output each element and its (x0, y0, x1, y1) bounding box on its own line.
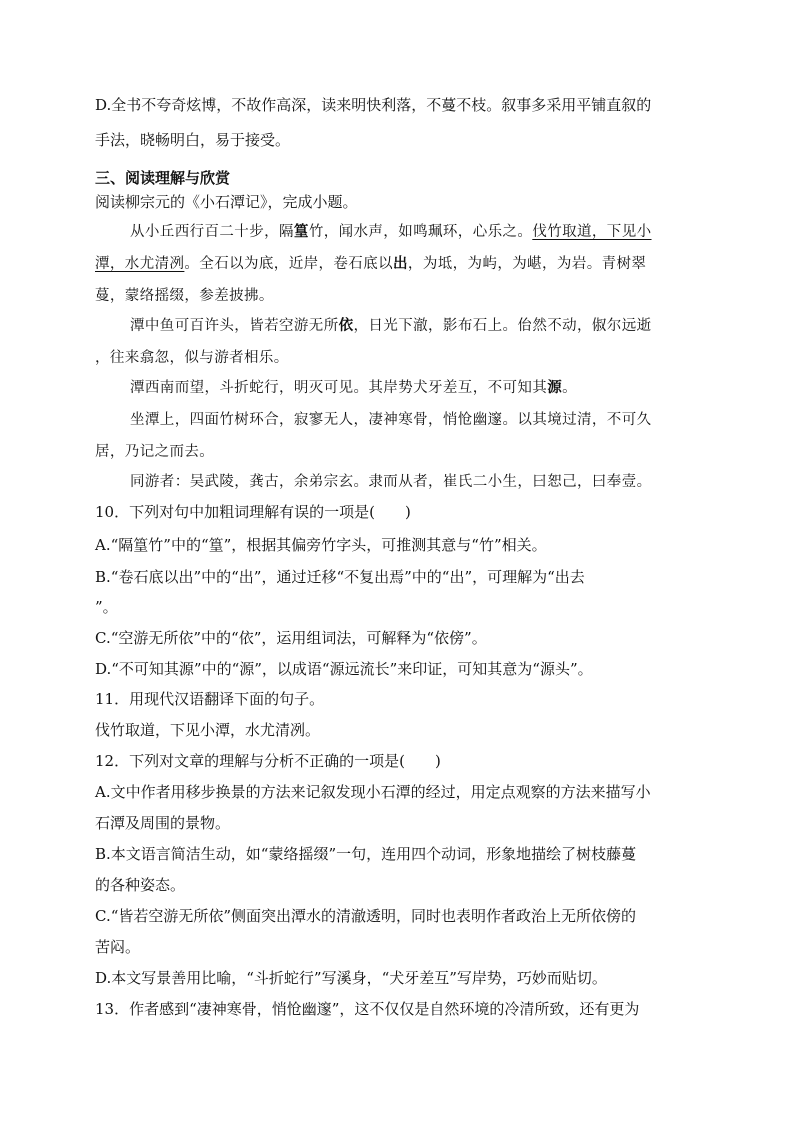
passage-text: 。全石以为底，近岸，卷石底以 (184, 256, 394, 272)
passage-text: ，为坻，为屿，为嵁，为岩。青树翠 (407, 256, 647, 272)
question-11: 11．用现代汉语翻译下面的句子。 (95, 690, 325, 708)
reading-instruction: 阅读柳宗元的《小石潭记》，完成小题。 (95, 193, 358, 211)
option-d-line-2: 手法，晓畅明白，易于接受。 (95, 131, 291, 149)
question-12: 12．下列对文章的理解与分析不正确的一项是( ) (95, 752, 441, 770)
question-10: 10．下列对句中加粗词理解有误的一项是( ) (95, 503, 411, 521)
section-heading: 三、阅读理解与欣赏 (95, 169, 231, 187)
question-12-option-c-line-2: 苦闷。 (95, 938, 141, 956)
bold-word-yi: 依 (338, 318, 354, 334)
question-12-option-c-line-1: C.“皆若空游无所依”侧面突出潭水的清澈透明，同时也表明作者政治上无所依傍的 (95, 907, 637, 925)
question-13: 13．作者感到“凄神寒骨，悄怆幽邃”，这不仅仅是自然环境的冷清所致，还有更为 (95, 1000, 640, 1018)
question-12-option-d: D.本文写景善用比喻，“斗折蛇行”写溪身，“犬牙差互”写岸势，巧妙而贴切。 (95, 969, 607, 987)
passage-p4-line-1: 坐潭上，四面竹树环合，寂寥无人，凄神寒骨，悄怆幽邃。以其境过清，不可久 (130, 412, 652, 428)
passage-text: 竹，闻水声，如鸣珮环，心乐之。 (308, 224, 533, 240)
bold-word-chu: 出 (393, 256, 408, 272)
option-d-line-1: D.全书不夸奇炫博，不故作高深，读来明快利落，不蔓不枝。叙事多采用平铺直叙的 (95, 96, 652, 114)
question-10-option-b-line-1: B.“卷石底以出”中的“出”，通过迁移“不复出焉”中的“出”，可理解为“出去 (95, 568, 585, 586)
passage-p2-line-1 (130, 316, 705, 336)
question-10-option-b-line-2: ”。 (95, 598, 118, 616)
question-12-option-a-line-1: A.文中作者用移步换景的方法来记叙发现小石潭的经过，用定点观察的方法来描写小 (95, 783, 651, 801)
passage-p1-line-2 (95, 254, 705, 274)
passage-p5-line-1: 同游者：吴武陵，龚古，余弟宗玄。隶而从者，崔氏二小生，曰恕己，曰奉壹。 (130, 474, 652, 490)
underlined-sentence: 潭，水尤清冽 (95, 256, 185, 272)
passage-text: 从小丘西行百二十步，隔 (130, 224, 294, 240)
passage-text: 潭西南而望，斗折蛇行，明灭可见。其岸势犬牙差互，不可知其 (130, 380, 548, 396)
passage-p2-line-2: ，往来翕忽，似与游者相乐。 (95, 350, 289, 366)
question-12-option-b-line-2: 的各种姿态。 (95, 876, 186, 894)
question-12-option-a-line-2: 石潭及周围的景物。 (95, 814, 231, 832)
question-12-option-b-line-1: B.本文语言简洁生动，如“蒙络摇缀”一句，连用四个动词，形象地描绘了树枝藤蔓 (95, 845, 637, 863)
question-11-sentence: 伐竹取道，下见小潭，水尤清冽。 (95, 721, 321, 739)
passage-p1-line-1 (130, 222, 705, 242)
bold-word-yuan: 源 (547, 380, 563, 396)
passage-p3-line-1 (130, 378, 705, 398)
passage-text: 潭中鱼可百许头，皆若空游无所 (130, 318, 339, 334)
question-10-option-c: C.“空游无所依”中的“依”，运用组词法，可解释为“依傍”。 (95, 629, 487, 647)
passage-p4-line-2: 居，乃记之而去。 (95, 444, 215, 460)
question-10-option-d: D.“不可知其源”中的“源”，以成语“源远流长”来印证，可知其意为“源头”。 (95, 660, 593, 678)
question-10-option-a: A.“隔篁竹”中的“篁”，根据其偏旁竹字头，可推测其意与“竹”相关。 (95, 536, 547, 554)
underlined-sentence: 伐竹取道，下见小 (532, 224, 652, 240)
passage-p1-line-3: 蔓，蒙络摇缀，参差披拂。 (95, 288, 274, 304)
bold-word-huang: 篁 (293, 224, 309, 240)
passage-text: 。 (562, 380, 578, 396)
passage-text: ，日光下澈，影布石上。佁然不动，俶尔远逝 (353, 318, 652, 334)
